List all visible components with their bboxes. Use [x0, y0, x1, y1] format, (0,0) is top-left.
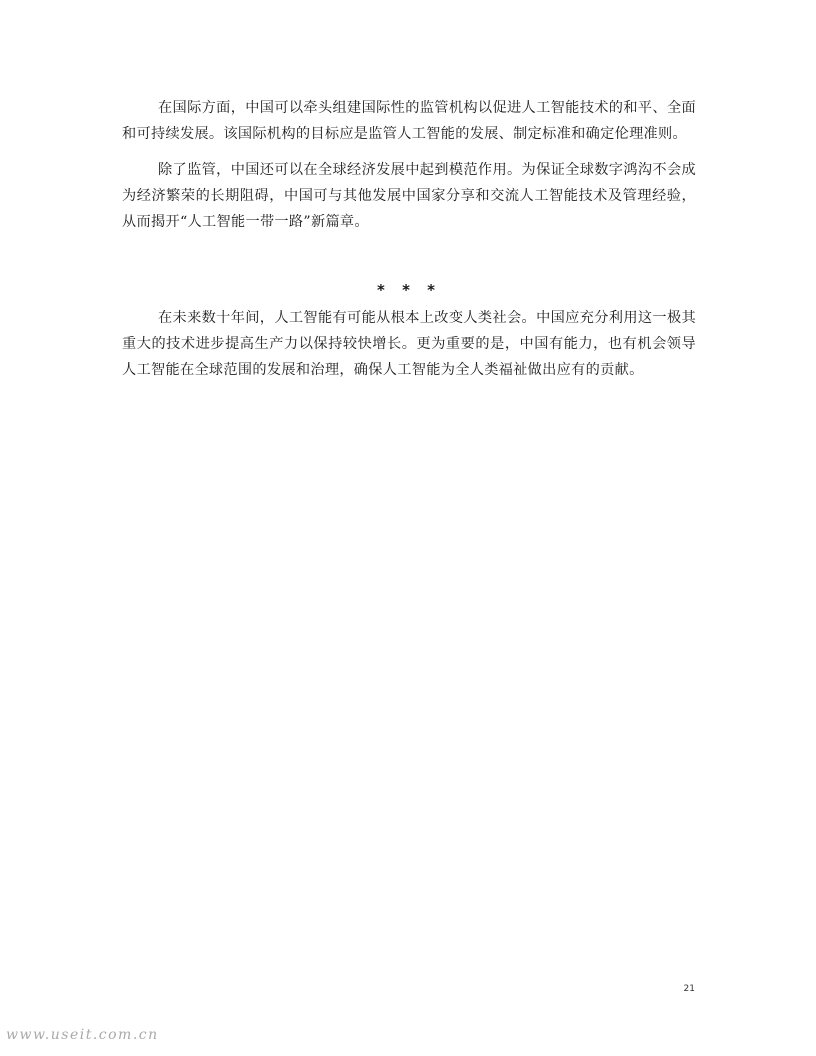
section-separator: * * * [377, 281, 441, 299]
document-body [122, 95, 696, 383]
paragraph-international-regulation: 在国际方面，中国可以牵头组建国际性的监管机构以促进人工智能技术的和平、全面和可持续发展。该国际机构的目标应是监管人工智能的发展、制定标准和确定伦理准则。 [122, 100, 696, 142]
paragraph-conclusion: 在未来数十年间，人工智能有可能从根本上改变人类社会。中国应充分利用这一极其重大的技术进步提高生产力以保持较快增长。更为重要的是，中国有能力，也有机会领导人工智能在全球范围的发展和治理，确保人工智能为全人类福祉做出应有的贡献。 [122, 310, 696, 378]
page-number: 21 [683, 984, 695, 994]
watermark: www.useit.com.cn [6, 1027, 159, 1043]
paragraph-economic-model: 除了监管，中国还可以在全球经济发展中起到模范作用。为保证全球数字鸿沟不会成为经济繁荣的长期阻碍，中国可与其他发展中国家分享和交流人工智能技术及管理经验，从而揭开“人工智能一带一路”新篇章。 [122, 162, 696, 230]
